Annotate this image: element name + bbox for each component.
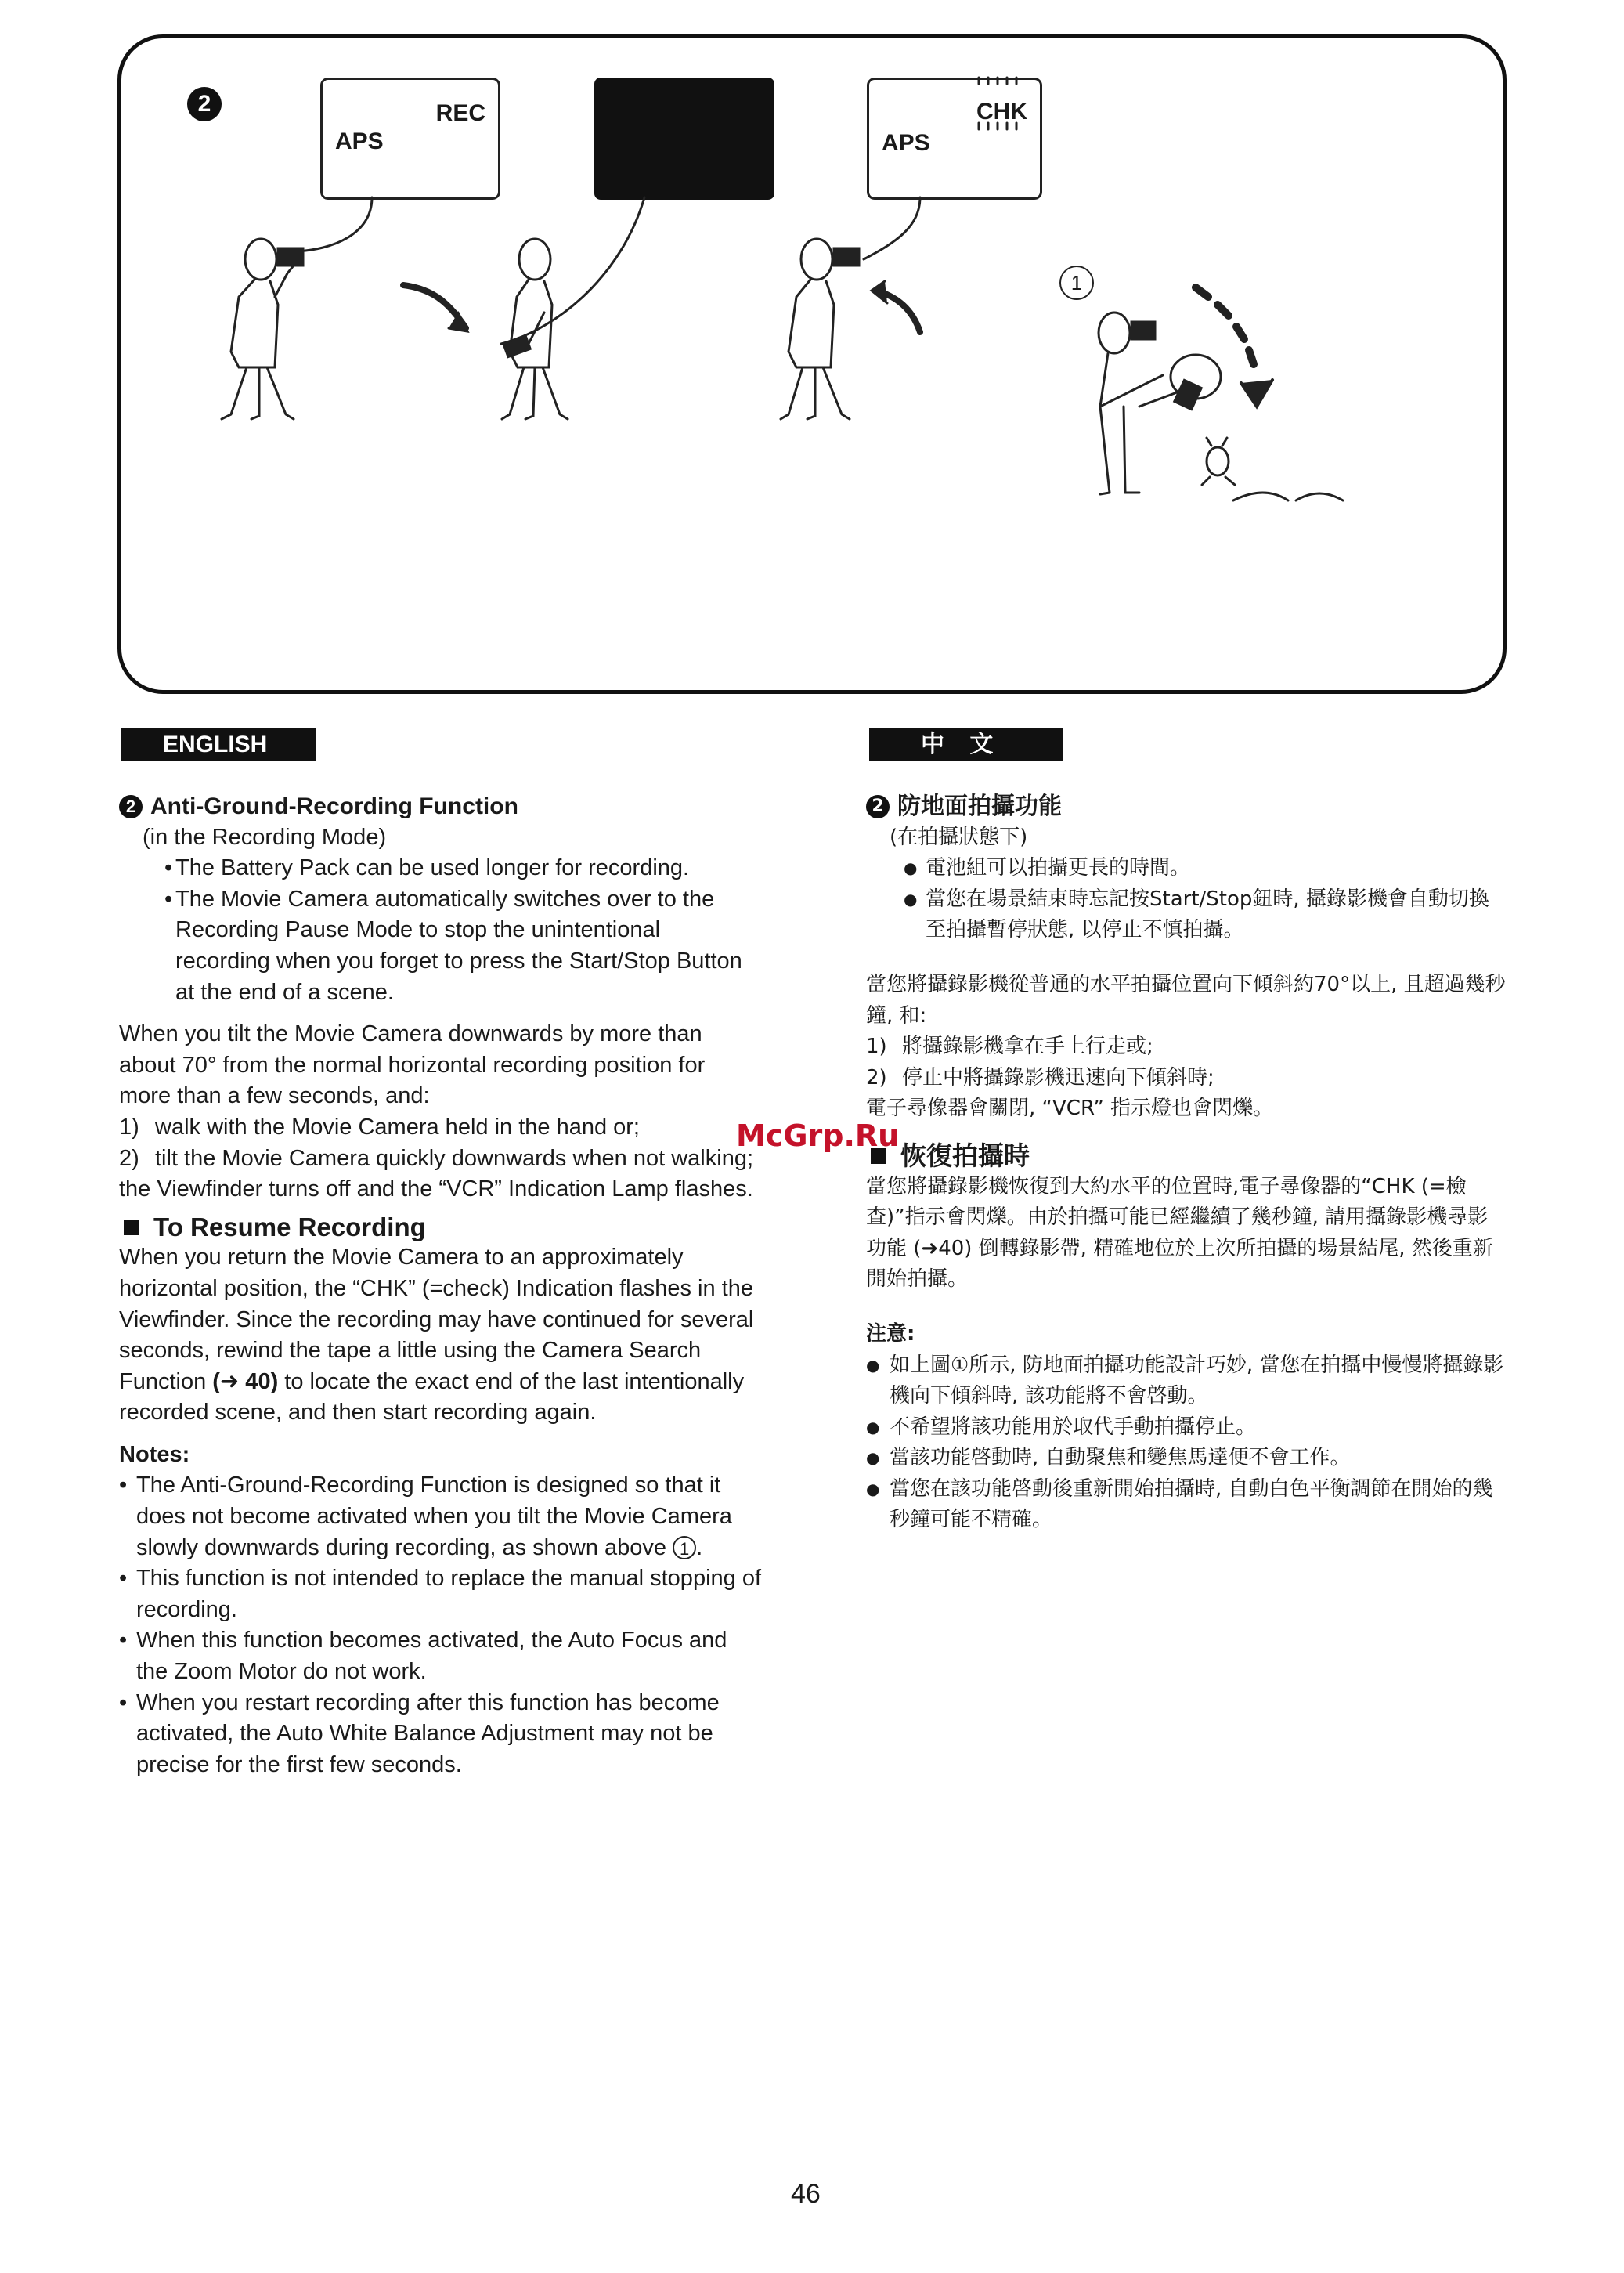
step-number-badge: 2	[187, 87, 222, 121]
resume-heading: To Resume Recording	[119, 1212, 761, 1243]
subheading: (in the Recording Mode)	[143, 824, 387, 850]
note-item: ● 如上圖①所示, 防地面拍攝功能設計巧妙, 當您在拍攝中慢慢將攝錄影機向下傾斜時, 該功能將不會啓動。	[866, 1350, 1508, 1412]
notes-title: 注意:	[866, 1321, 915, 1346]
camera-operator-drawing	[121, 38, 1503, 690]
english-column	[119, 791, 761, 1780]
page-number: 46	[791, 2179, 821, 2209]
resume-heading: 恢復拍攝時	[866, 1140, 1508, 1172]
aps-indicator: APS	[335, 128, 384, 154]
rec-indicator: REC	[435, 100, 485, 126]
language-label-english: ENGLISH	[121, 728, 316, 761]
list-item: • The Battery Pack can be used longer for recording.	[119, 853, 761, 884]
heading-text: Anti-Ground-Recording Function	[150, 793, 518, 819]
tilt-intro-paragraph: When you tilt the Movie Camera downwards by more than about 70° from the normal horizontal recording position for more than a few seconds, and:	[119, 1021, 706, 1109]
tilt-result-paragraph: 電子尋像器會關閉, “VCR” 指示燈也會閃爍。	[866, 1097, 1274, 1121]
list-item: ● 電池組可以拍攝更長的時間。	[866, 853, 1508, 884]
list-item: ● 當您在場景結束時忘記按Start/Stop鈕時, 攝錄影機會自動切換至拍攝暫停狀態, 以停止不慎拍攝。	[866, 884, 1508, 946]
tilt-result-paragraph: the Viewfinder turns off and the “VCR” Indication Lamp flashes.	[119, 1176, 753, 1202]
resume-paragraph: 當您將攝錄影機恢復到大約水平的位置時,電子尋像器的“CHK (=檢查)”指示會閃爍。由於拍攝可能已經繼續了幾秒鐘, 請用攝錄影機尋影功能 (➜40) 倒轉錄影帶, 精確地位於上次所拍攝的場景結尾, 然後重新開始拍攝。	[866, 1174, 1493, 1292]
illustration-frame	[117, 34, 1507, 694]
heading-text: 防地面拍攝功能	[897, 793, 1062, 820]
list-item: 1) walk with the Movie Camera held in the hand or;	[119, 1114, 640, 1140]
list-item: 2) tilt the Movie Camera quickly downwards when not walking;	[119, 1145, 754, 1171]
watermark: McGrp.Ru	[736, 1118, 900, 1153]
note-item: ● 當您在該功能啓動後重新開始拍攝時, 自動白色平衡調節在開始的幾秒鐘可能不精確。	[866, 1474, 1508, 1536]
note-item: • When this function becomes activated, the Auto Focus and the Zoom Motor do not work.	[119, 1625, 761, 1687]
section-heading	[119, 791, 761, 822]
subheading: (在拍攝狀態下)	[890, 825, 1028, 849]
note-item: • The Anti-Ground-Recording Function is designed so that it does not become activated when you tilt the Movie Camera slowly downwards during recording, as shown above 1 .	[119, 1470, 761, 1563]
callout-marker: 1	[673, 1536, 696, 1559]
notes-title: Notes:	[119, 1441, 190, 1467]
heading-number-badge: 2	[866, 795, 890, 818]
note-item: • When you restart recording after this function has become activated, the Auto White Balance Adjustment may not be precise for the first few seconds.	[119, 1688, 761, 1781]
list-item: 2) 停止中將攝錄影機迅速向下傾斜時;	[866, 1065, 1214, 1090]
note-item: • This function is not intended to replace the manual stopping of recording.	[119, 1563, 761, 1625]
page-reference: (➜ 40)	[212, 1368, 279, 1394]
list-item: 1) 將攝錄影機拿在手上行走或;	[866, 1035, 1153, 1059]
tilt-intro-paragraph: 當您將攝錄影機從普通的水平拍攝位置向下傾斜約70°以上, 且超過幾秒鐘, 和:	[866, 972, 1506, 1028]
chk-indicator: CHK	[976, 99, 1027, 125]
language-label-chinese: 中 文	[869, 728, 1063, 761]
note-item: ● 不希望將該功能用於取代手動拍攝停止。	[866, 1412, 1508, 1444]
callout-marker: 1	[1059, 266, 1094, 300]
heading-number-badge: 2	[119, 795, 143, 818]
aps-indicator: APS	[882, 130, 930, 156]
chinese-column	[866, 791, 1508, 1536]
square-bullet-icon	[124, 1220, 139, 1235]
resume-paragraph: When you return the Movie Camera to an approximately horizontal position, the “CHK” (=check) Indication flashes in the Viewfinder. Since the recording may have continued for several seconds, rewind the tape a little using the Camera Search Function (➜ 40) to locate the exact end of the last intentionally recorded scene, and then start recording again.	[119, 1245, 754, 1426]
note-item: ● 當該功能啓動時, 自動聚焦和變焦馬達便不會工作。	[866, 1443, 1508, 1474]
section-heading	[866, 791, 1508, 822]
list-item: • The Movie Camera automatically switches over to the Recording Pause Mode to stop the unintentional recording when you forget to press the Start/Stop Button at the end of a scene.	[119, 884, 761, 1008]
